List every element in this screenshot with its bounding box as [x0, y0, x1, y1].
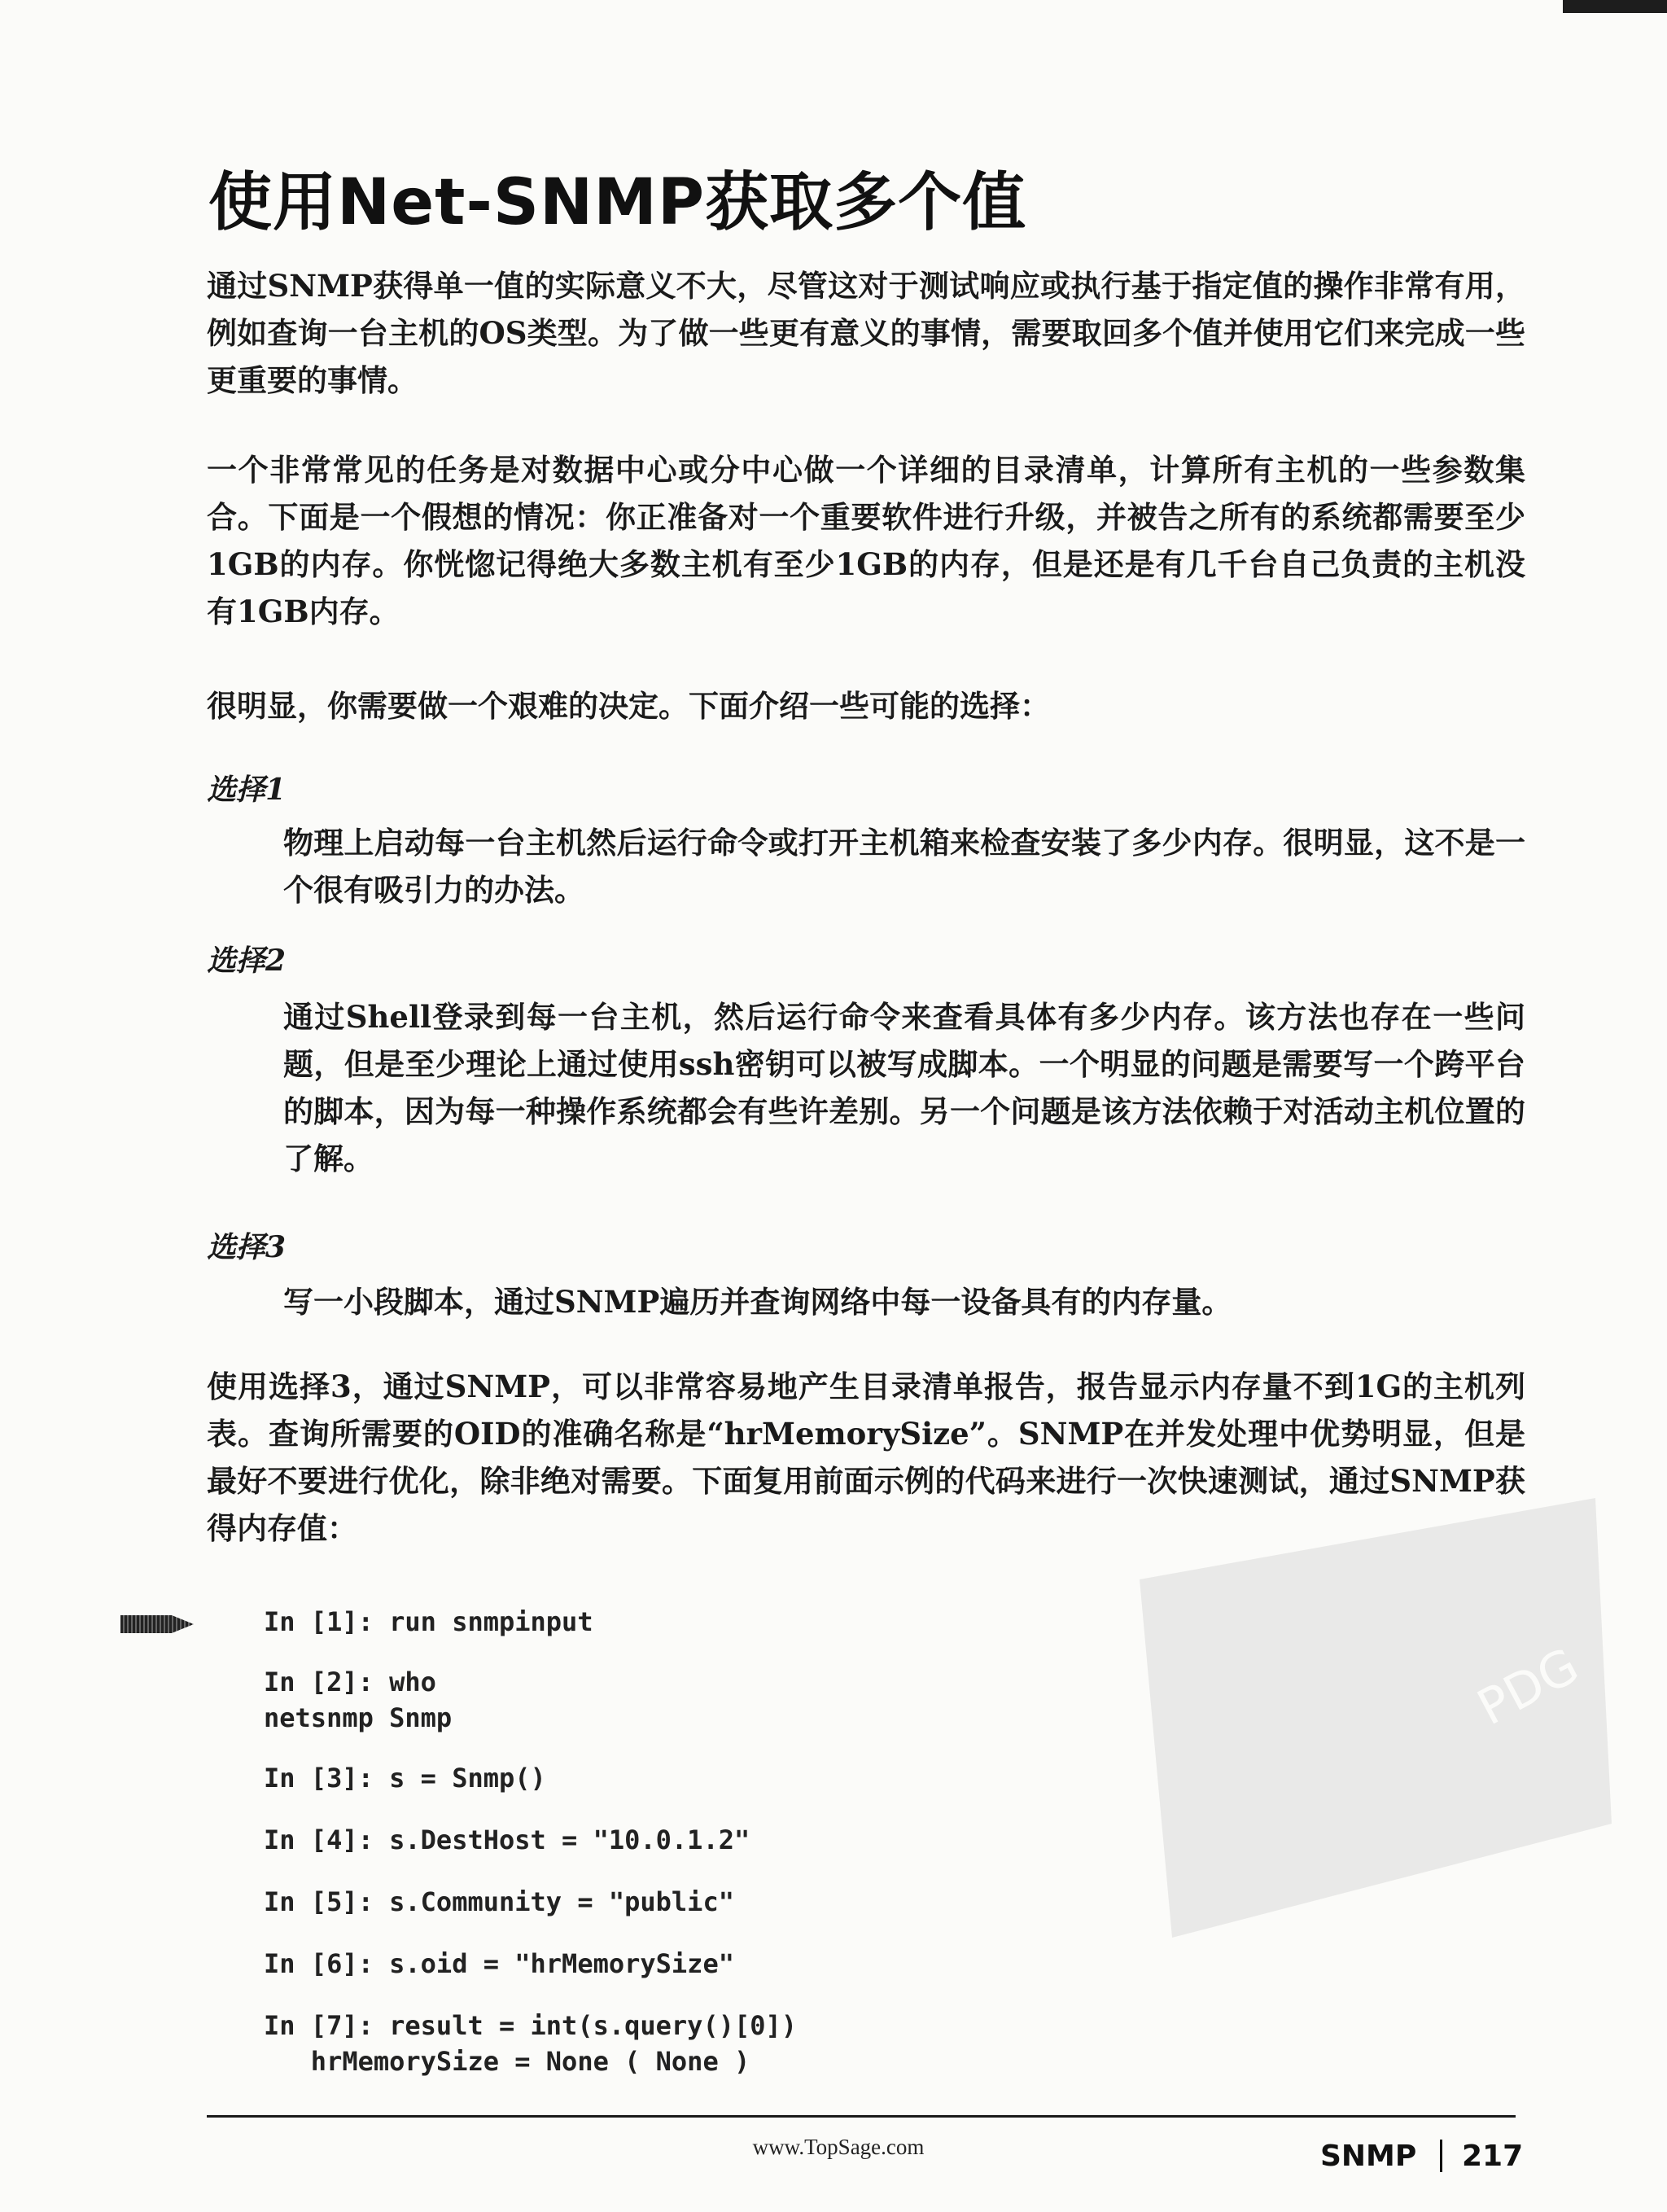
footer-url: www.TopSage.com — [752, 2135, 925, 2159]
code-line-2: In [2]: who netsnmp Snmp — [264, 1667, 453, 1733]
code-line-7: In [7]: result = int(s.query()[0]) hrMemorySize = None ( None ) — [264, 2010, 798, 2077]
scan-edge-mark — [1563, 0, 1667, 13]
code-line-1: In [1]: run snmpinput — [264, 1606, 593, 1637]
closing-paragraph: 使用选择3，通过SNMP，可以非常容易地产生目录清单报告，报告显示内存量不到1G的主机列表。查询所需要的OID的准确名称是“hrMemorySize”。SNMP在并发处理中优势明显，但是最好不要进行优化，除非绝对需要。下面复用前面示例的代码来进行一次快速测试，通过SNMP获得内存值： — [207, 1369, 1525, 1546]
intro-paragraph-1: 通过SNMP获得单一值的实际意义不大，尽管这对于测试响应或执行基于指定值的操作非常有用，例如查询一台主机的OS类型。为了做一些更有意义的事情，需要取回多个值并使用它们来完成一些更重要的事情。 — [207, 268, 1525, 398]
watermark-text: PDG — [1468, 1636, 1588, 1737]
option-2-label: 选择2 — [207, 944, 287, 978]
footer-separator — [1440, 2140, 1442, 2172]
option-2-text: 通过Shell登录到每一台主机，然后运行命令来查看具体有多少内存。该方法也存在一些问题，但是至少理论上通过使用ssh密钥可以被写成脚本。一个明显的问题是需要写一个跨平台的脚本，因为每一种操作系统都会有些许差别。另一个问题是该方法依赖于对活动主机位置的了解。 — [283, 999, 1525, 1176]
intro-paragraph-3: 很明显，你需要做一个艰难的决定。下面介绍一些可能的选择： — [207, 688, 1050, 724]
option-1-label: 选择1 — [207, 773, 287, 807]
pdg-watermark-seal-icon — [1107, 1482, 1628, 1970]
code-marker-arrow-icon — [120, 1615, 194, 1633]
page-number: 217 — [1462, 2140, 1524, 2173]
code-line-6: In [6]: s.oid = "hrMemorySize" — [264, 1948, 734, 1979]
footer-section-name: SNMP — [1320, 2140, 1417, 2173]
option-3-text: 写一小段脚本，通过SNMP遍历并查询网络中每一设备具有的内存量。 — [283, 1284, 1232, 1320]
option-1-text: 物理上启动每一台主机然后运行命令或打开主机箱来检查安装了多少内存。很明显，这不是一个很有吸引力的办法。 — [283, 825, 1525, 908]
footer-rule — [207, 2115, 1516, 2118]
code-line-3: In [3]: s = Snmp() — [264, 1763, 546, 1794]
code-line-5: In [5]: s.Community = "public" — [264, 1886, 734, 1917]
page-title: 使用Net-SNMP获取多个值 — [208, 166, 1027, 239]
option-3-label: 选择3 — [207, 1230, 287, 1264]
code-line-4: In [4]: s.DestHost = "10.0.1.2" — [264, 1824, 750, 1855]
intro-paragraph-2: 一个非常常见的任务是对数据中心或分中心做一个详细的目录清单，计算所有主机的一些参数集合。下面是一个假想的情况：你正准备对一个重要软件进行升级，并被告之所有的系统都需要至少1GB的内存。你恍惚记得绝大多数主机有至少1GB的内存，但是还是有几千台自己负责的主机没有1GB内存。 — [207, 452, 1525, 629]
